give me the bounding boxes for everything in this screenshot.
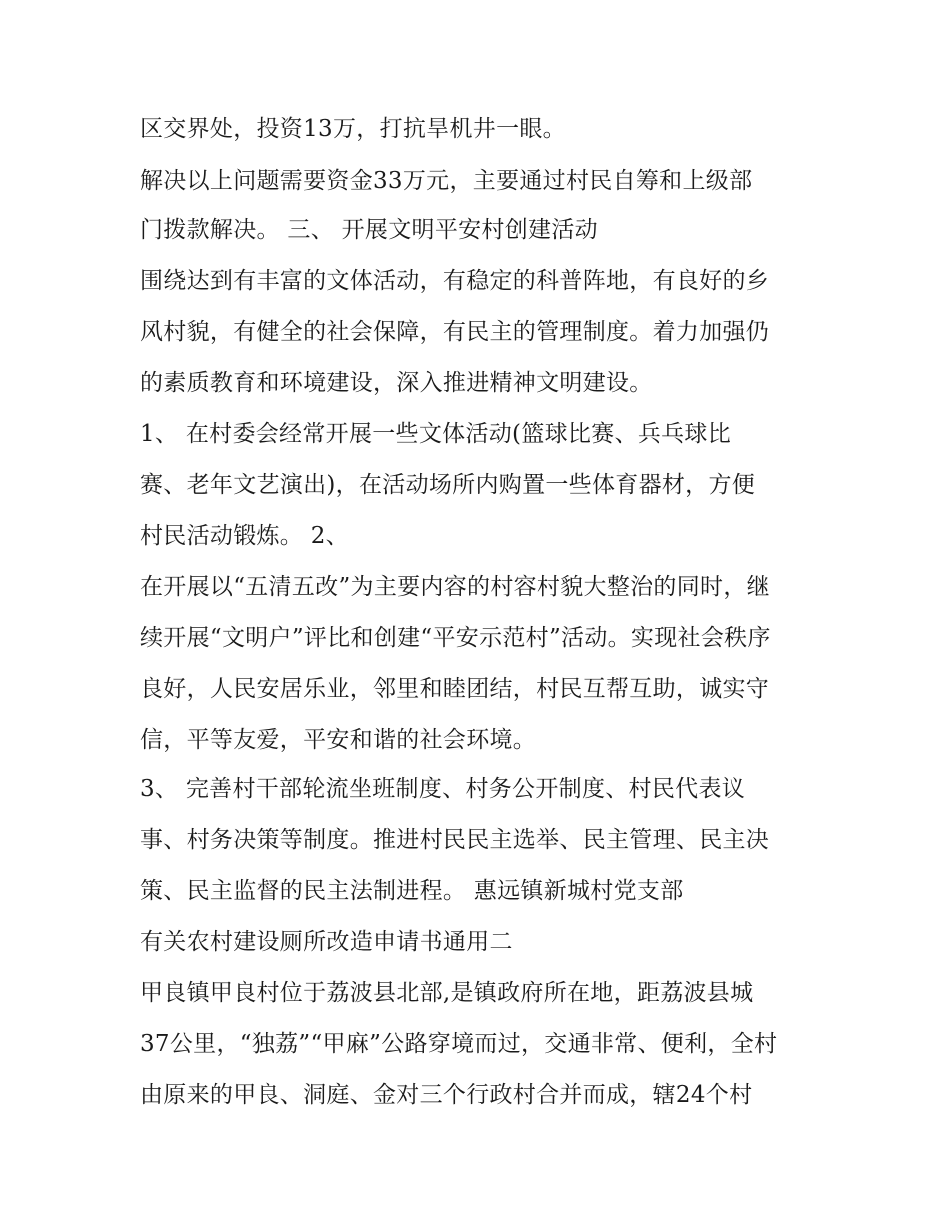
text-line: 信，平等友爱，平安和谐的社会环境。 (140, 727, 537, 753)
text-line: 在开展以“五清五改”为主要内容的村容村貌大整治的同时，继 (140, 574, 770, 600)
text-line: 甲良镇甲良村位于荔波县北部,是镇政府所在地，距荔波县城 (140, 980, 754, 1006)
text-line: 37公里，“独荔”“甲麻”公路穿境而过，交通非常、便利，全村 (140, 1031, 778, 1057)
text-line: 续开展“文明户”评比和创建“平安示范村”活动。实现社会秩序 (140, 625, 771, 651)
text-line: 策、民主监督的民主法制进程。 惠远镇新城村党支部 (140, 878, 684, 904)
text-line: 村民活动锻炼。 2、 (140, 523, 349, 549)
text-line: 赛、老年文艺演出)，在活动场所内购置一些体育器材，方便 (140, 472, 756, 498)
text-line: 的素质教育和环境建设，深入推进精神文明建设。 (140, 370, 653, 396)
text-line: 由原来的甲良、洞庭、金对三个行政村合并而成，辖24个村 (140, 1082, 753, 1108)
text-line: 3、 完善村干部轮流坐班制度、村务公开制度、村民代表议 (140, 776, 746, 802)
text-line: 区交界处，投资13万，打抗旱机井一眼。 (140, 116, 566, 142)
text-line: 有关农村建设厕所改造申请书通用二 (140, 929, 513, 955)
text-line: 解决以上问题需要资金33万元，主要通过村民自筹和上级部 (140, 168, 753, 194)
text-line: 门拨款解决。 三、 开展文明平安村创建活动 (140, 217, 598, 243)
text-line: 事、村务决策等制度。推进村民民主选举、民主管理、民主决 (140, 827, 770, 853)
text-line: 良好，人民安居乐业，邻里和睦团结，村民互帮互助，诚实守 (140, 676, 770, 702)
text-line: 1、 在村委会经常开展一些文体活动(篮球比赛、兵乓球比 (140, 421, 732, 447)
text-line: 风村貌，有健全的社会保障，有民主的管理制度。着力加强仍 (140, 319, 770, 345)
text-line: 围绕达到有丰富的文体活动，有稳定的科普阵地，有良好的乡 (140, 268, 770, 294)
